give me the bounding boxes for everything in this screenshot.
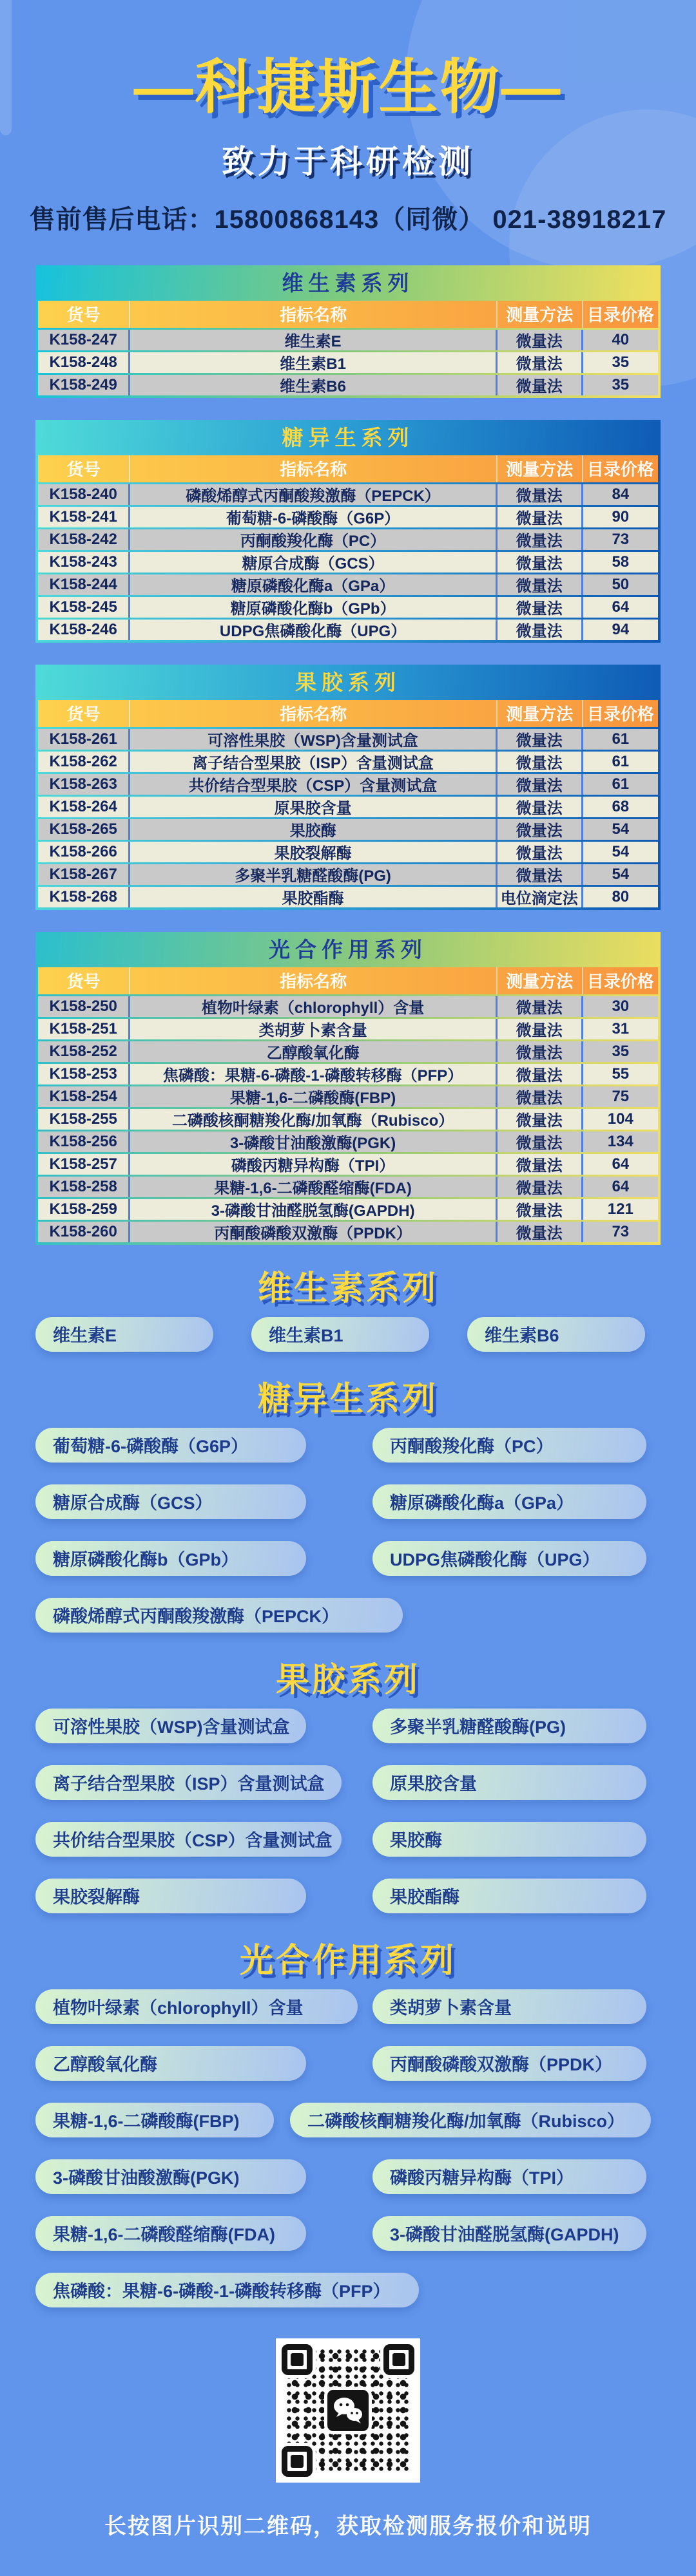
tag-pill[interactable]: 丙酮酸羧化酶（PC）: [372, 1428, 646, 1463]
pill-row: [35, 1541, 696, 1576]
tag-pill[interactable]: 糖原磷酸化酶a（GPa）: [372, 1484, 646, 1519]
cell-method: 微量法: [498, 864, 583, 885]
cell-name: 糖原磷酸化酶b（GPb）: [130, 597, 498, 618]
pill-row: [35, 2273, 696, 2307]
column-header-name: 指标名称: [130, 700, 498, 727]
table-row: [38, 819, 658, 840]
cell-method: 微量法: [498, 1064, 583, 1084]
wechat-icon: [324, 2387, 372, 2434]
tag-pill[interactable]: 二磷酸核酮糖羧化酶/加氧酶（Rubisco）: [290, 2103, 651, 2137]
table-header-row: [38, 301, 658, 328]
section-heading-pectin: 果胶系列: [275, 1661, 420, 1699]
table-series-title: 果胶系列: [295, 670, 401, 694]
qr-finder-icon: [383, 2344, 414, 2375]
column-header-method: 测量方法: [498, 967, 583, 994]
table-row: [38, 552, 658, 573]
cell-name: 类胡萝卜素含量: [130, 1019, 498, 1039]
pill-row: [35, 1822, 696, 1857]
section-heading-photosynthesis: 光合作用系列: [239, 1942, 456, 1980]
pill-row: [35, 2103, 696, 2137]
cell-code: K158-261: [38, 729, 130, 750]
cell-method: 微量法: [498, 1154, 583, 1175]
tag-pill[interactable]: 植物叶绿素（chlorophyll）含量: [35, 1989, 358, 2024]
pill-row: [35, 1598, 696, 1633]
cell-name: 原果胶含量: [130, 797, 498, 817]
table-row: [38, 484, 658, 505]
cell-name: 果胶酶: [130, 819, 498, 840]
column-header-price: 目录价格: [586, 705, 654, 724]
cell-price: 35: [612, 1042, 630, 1060]
pill-row: [35, 2046, 696, 2081]
table-header-row: [38, 700, 658, 727]
tag-pill[interactable]: 可溶性果胶（WSP)含量测试盒: [35, 1709, 306, 1743]
brand-slogan: 致力于科研检测: [222, 143, 474, 180]
pill-row: [35, 1317, 696, 1352]
cell-price: 64: [612, 1177, 630, 1195]
cell-price: 80: [612, 887, 630, 905]
table-row: [38, 507, 658, 527]
cell-method: 微量法: [498, 996, 583, 1017]
cell-price: 90: [612, 507, 630, 526]
cell-method: 微量法: [498, 1019, 583, 1039]
cell-code: K158-240: [38, 484, 130, 505]
table-row: [38, 729, 658, 750]
contact-phone: 售前售后电话：15800868143（同微） 021-38918217: [29, 205, 667, 234]
tag-pill[interactable]: 原果胶含量: [372, 1765, 646, 1800]
photosynthesis-series-table: [35, 932, 661, 1245]
cell-price: 75: [612, 1087, 630, 1105]
tag-pill[interactable]: 果糖-1,6-二磷酸酶(FBP): [35, 2103, 274, 2137]
cell-code: K158-244: [38, 574, 130, 595]
cell-price: 84: [612, 485, 630, 503]
cell-method: 微量法: [498, 330, 583, 350]
cell-price: 31: [612, 1019, 630, 1037]
table-row: [38, 574, 658, 595]
table-row: [38, 1177, 658, 1197]
cell-method: 微量法: [498, 1041, 583, 1062]
table-row: [38, 620, 658, 640]
cell-method: 微量法: [498, 797, 583, 817]
tag-pill[interactable]: 焦磷酸：果糖-6-磷酸-1-磷酸转移酶（PFP）: [35, 2273, 419, 2307]
column-header-method: 测量方法: [498, 455, 583, 482]
cell-method: 微量法: [498, 1086, 583, 1107]
column-header-price: 目录价格: [586, 972, 654, 992]
tag-pill[interactable]: 磷酸丙糖异构酶（TPI）: [372, 2159, 646, 2194]
cell-method: 微量法: [498, 484, 583, 505]
cell-price: 64: [612, 598, 630, 616]
cell-price: 54: [612, 865, 630, 883]
section-heading-gluconeogenesis: 糖异生系列: [257, 1380, 438, 1418]
cell-code: K158-247: [38, 330, 130, 350]
section-heading-vitamin: 维生素系列: [257, 1269, 438, 1307]
cell-name: 果胶酯酶: [130, 887, 498, 907]
table-row: [38, 1222, 658, 1242]
cell-price: 104: [607, 1110, 633, 1128]
cell-name: 可溶性果胶（WSP)含量测试盒: [130, 729, 498, 750]
tag-pill[interactable]: 果胶酶: [372, 1822, 646, 1857]
tag-pill[interactable]: 果胶裂解酶: [35, 1879, 306, 1913]
vitamin-series-table: [35, 265, 661, 398]
cell-price: 73: [612, 530, 630, 548]
cell-method: 微量法: [498, 597, 583, 618]
tag-pill[interactable]: 维生素E: [35, 1317, 213, 1352]
table-row: [38, 529, 658, 550]
table-row: [38, 330, 658, 350]
cell-code: K158-241: [38, 507, 130, 527]
column-header-method: 测量方法: [498, 301, 583, 328]
cell-method: 电位滴定法: [498, 887, 583, 907]
tag-pill[interactable]: 糖原磷酸化酶b（GPb）: [35, 1541, 306, 1576]
cell-code: K158-252: [38, 1041, 130, 1062]
table-row: [38, 864, 658, 885]
pill-row: [35, 2159, 696, 2194]
table-row: [38, 1109, 658, 1130]
table-row: [38, 996, 658, 1017]
cell-code: K158-254: [38, 1086, 130, 1107]
table-row: [38, 1019, 658, 1039]
cell-price: 58: [612, 553, 630, 571]
cell-name: 果糖-1,6-二磷酸醛缩酶(FDA): [130, 1177, 498, 1197]
cell-code: K158-259: [38, 1199, 130, 1220]
table-row: [38, 774, 658, 795]
tag-pill[interactable]: 3-磷酸甘油醛脱氢酶(GAPDH): [372, 2216, 646, 2251]
cell-method: 微量法: [498, 729, 583, 750]
tag-pill[interactable]: 多聚半乳糖醛酸酶(PG): [372, 1709, 646, 1743]
tag-pill[interactable]: 葡萄糖-6-磷酸酶（G6P）: [35, 1428, 306, 1463]
column-header-name: 指标名称: [130, 455, 498, 482]
cell-method: 微量法: [498, 1109, 583, 1130]
cell-price: 68: [612, 797, 630, 815]
cell-name: 糖原磷酸化酶a（GPa）: [130, 574, 498, 595]
cell-code: K158-258: [38, 1177, 130, 1197]
table-header-row: [38, 967, 658, 994]
column-header-code: 货号: [38, 455, 130, 482]
table-row: [38, 352, 658, 373]
pill-row: [35, 1709, 696, 1743]
table-row: [38, 1064, 658, 1084]
cell-price: 121: [607, 1200, 633, 1218]
pill-row: [35, 1989, 696, 2024]
column-header-code: 货号: [38, 301, 130, 328]
cell-code: K158-248: [38, 352, 130, 373]
cell-method: 微量法: [498, 1177, 583, 1197]
cell-price: 50: [612, 575, 630, 593]
cell-code: K158-242: [38, 529, 130, 550]
cell-method: 微量法: [498, 620, 583, 640]
cell-code: K158-255: [38, 1109, 130, 1130]
cell-code: K158-249: [38, 375, 130, 395]
table-header-row: [38, 455, 658, 482]
cell-name: 维生素B1: [130, 352, 498, 373]
table-series-title: 维生素系列: [282, 270, 414, 295]
table-row: [38, 597, 658, 618]
cell-name: 葡萄糖-6-磷酸酶（G6P）: [130, 507, 498, 527]
cell-name: 多聚半乳糖醛酸酶(PG): [130, 864, 498, 885]
column-header-price: 目录价格: [586, 305, 654, 325]
table-row: [38, 1199, 658, 1220]
table-row: [38, 752, 658, 772]
cell-price: 61: [612, 775, 630, 793]
cell-code: K158-243: [38, 552, 130, 573]
cell-name: 焦磷酸：果糖-6-磷酸-1-磷酸转移酶（PFP）: [130, 1064, 498, 1084]
cell-name: UDPG焦磷酸化酶（UPG）: [130, 620, 498, 640]
cell-method: 微量法: [498, 774, 583, 795]
cell-price: 35: [612, 375, 630, 393]
column-header-code: 货号: [38, 700, 130, 727]
cell-method: 微量法: [498, 1222, 583, 1242]
cell-method: 微量法: [498, 552, 583, 573]
table-row: [38, 1154, 658, 1175]
tag-pill[interactable]: 共价结合型果胶（CSP）含量测试盒: [35, 1822, 342, 1857]
cell-code: K158-257: [38, 1154, 130, 1175]
wechat-qr-code[interactable]: [276, 2338, 420, 2483]
cell-method: 微量法: [498, 529, 583, 550]
cell-price: 61: [612, 752, 630, 770]
cell-code: K158-251: [38, 1019, 130, 1039]
column-header-code: 货号: [38, 967, 130, 994]
cell-code: K158-265: [38, 819, 130, 840]
pill-row: [35, 2216, 696, 2251]
tag-pill[interactable]: 乙醇酸氧化酶: [35, 2046, 306, 2081]
pill-row: [35, 1765, 696, 1800]
cell-price: 54: [612, 842, 630, 860]
cell-price: 61: [612, 730, 630, 748]
cell-name: 3-磷酸甘油酸激酶(PGK): [130, 1132, 498, 1152]
cell-code: K158-262: [38, 752, 130, 772]
cell-code: K158-268: [38, 887, 130, 907]
cell-name: 植物叶绿素（chlorophyll）含量: [130, 996, 498, 1017]
cell-price: 94: [612, 620, 630, 638]
table-row: [38, 1041, 658, 1062]
table-series-title: 光合作用系列: [269, 937, 427, 961]
table-row: [38, 375, 658, 395]
cell-method: 微量法: [498, 752, 583, 772]
tag-pill[interactable]: 3-磷酸甘油酸激酶(PGK): [35, 2159, 306, 2194]
cell-name: 果胶裂解酶: [130, 842, 498, 862]
cell-code: K158-264: [38, 797, 130, 817]
pill-row: [35, 1879, 696, 1913]
cell-price: 40: [612, 330, 630, 348]
cell-code: K158-256: [38, 1132, 130, 1152]
cell-name: 3-磷酸甘油醛脱氢酶(GAPDH): [130, 1199, 498, 1220]
cell-method: 微量法: [498, 1132, 583, 1152]
cell-price: 30: [612, 997, 630, 1015]
cell-name: 糖原合成酶（GCS）: [130, 552, 498, 573]
cell-method: 微量法: [498, 507, 583, 527]
cell-method: 微量法: [498, 375, 583, 395]
cell-name: 维生素B6: [130, 375, 498, 395]
column-header-name: 指标名称: [130, 301, 498, 328]
tag-pill[interactable]: 维生素B1: [251, 1317, 429, 1352]
cell-name: 果糖-1,6-二磷酸酶(FBP): [130, 1086, 498, 1107]
cell-name: 磷酸丙糖异构酶（TPI）: [130, 1154, 498, 1175]
tag-pill[interactable]: 离子结合型果胶（ISP）含量测试盒: [35, 1765, 342, 1800]
qr-caption: 长按图片识别二维码，获取检测服务报价和说明: [104, 2514, 592, 2539]
column-header-name: 指标名称: [130, 967, 498, 994]
cell-code: K158-267: [38, 864, 130, 885]
cell-price: 55: [612, 1065, 630, 1083]
tag-pill[interactable]: 果胶酯酶: [372, 1879, 646, 1913]
cell-code: K158-246: [38, 620, 130, 640]
cell-price: 35: [612, 353, 630, 371]
pectin-series-table: [35, 665, 661, 910]
cell-code: K158-260: [38, 1222, 130, 1242]
table-row: [38, 1086, 658, 1107]
cell-method: 微量法: [498, 352, 583, 373]
cell-method: 微量法: [498, 574, 583, 595]
cell-name: 共价结合型果胶（CSP）含量测试盒: [130, 774, 498, 795]
tag-pill[interactable]: 类胡萝卜素含量: [372, 1989, 646, 2024]
cell-price: 64: [612, 1155, 630, 1173]
table-series-title: 糖异生系列: [282, 425, 414, 450]
tag-pill[interactable]: 果糖-1,6-二磷酸醛缩酶(FDA): [35, 2216, 306, 2251]
cell-name: 乙醇酸氧化酶: [130, 1041, 498, 1062]
cell-code: K158-266: [38, 842, 130, 862]
cell-name: 磷酸烯醇式丙酮酸羧激酶（PEPCK）: [130, 484, 498, 505]
tag-pill[interactable]: 维生素B6: [467, 1317, 645, 1352]
column-header-price: 目录价格: [586, 460, 654, 480]
cell-name: 丙酮酸羧化酶（PC）: [130, 529, 498, 550]
cell-name: 维生素E: [130, 330, 498, 350]
cell-name: 二磷酸核酮糖羧化酶/加氧酶（Rubisco）: [130, 1109, 498, 1130]
tag-pill[interactable]: 磷酸烯醇式丙酮酸羧激酶（PEPCK）: [35, 1598, 403, 1633]
cell-price: 134: [607, 1132, 633, 1150]
cell-name: 丙酮酸磷酸双激酶（PPDK）: [130, 1222, 498, 1242]
pill-row: [35, 1428, 696, 1463]
tag-pill[interactable]: 丙酮酸磷酸双激酶（PPDK）: [372, 2046, 646, 2081]
cell-price: 54: [612, 820, 630, 838]
cell-code: K158-263: [38, 774, 130, 795]
cell-method: 微量法: [498, 1199, 583, 1220]
gluconeogenesis-series-table: [35, 420, 661, 643]
pill-row: [35, 1484, 696, 1519]
cell-name: 离子结合型果胶（ISP）含量测试盒: [130, 752, 498, 772]
table-row: [38, 797, 658, 817]
brand-title: —科捷斯生物—: [133, 55, 563, 120]
cell-code: K158-245: [38, 597, 130, 618]
cell-method: 微量法: [498, 842, 583, 862]
table-row: [38, 887, 658, 907]
cell-method: 微量法: [498, 819, 583, 840]
cell-price: 73: [612, 1222, 630, 1240]
qr-finder-icon: [282, 2344, 313, 2375]
table-row: [38, 842, 658, 862]
tag-pill[interactable]: 糖原合成酶（GCS）: [35, 1484, 306, 1519]
cell-code: K158-250: [38, 996, 130, 1017]
column-header-method: 测量方法: [498, 700, 583, 727]
tag-pill[interactable]: UDPG焦磷酸化酶（UPG）: [372, 1541, 646, 1576]
table-row: [38, 1132, 658, 1152]
qr-finder-icon: [282, 2446, 313, 2477]
cell-code: K158-253: [38, 1064, 130, 1084]
